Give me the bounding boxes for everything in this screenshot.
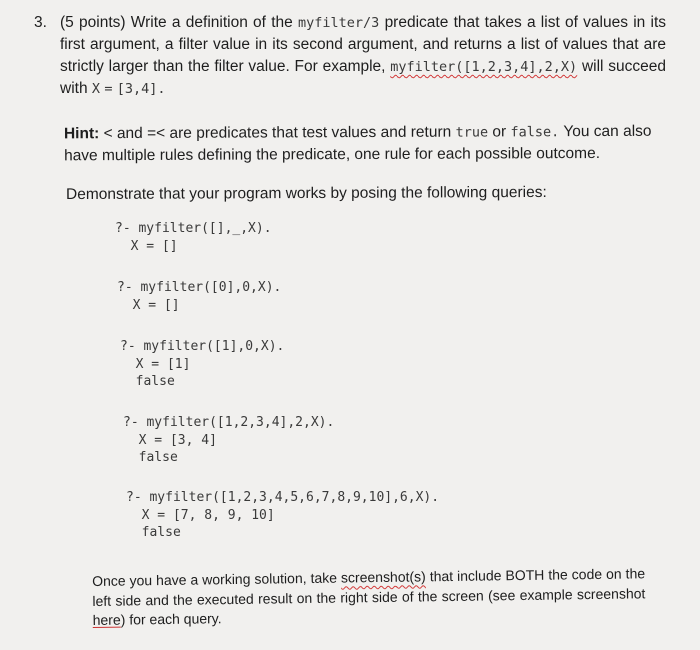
example-screenshot-link[interactable]: here xyxy=(92,611,121,628)
query-block-4 xyxy=(123,414,334,467)
outro-text-b: that include BOTH the code on the left side and the executed result on the right side of the screen (see example screenshot xyxy=(92,565,646,609)
predicate-name: myfilter/3 xyxy=(298,15,380,31)
query-line: ?- myfilter([1,2,3,4],2,X). xyxy=(123,415,335,430)
query-result: X = [1] xyxy=(135,356,191,372)
hint-text-a: < and =< are predicates that test values and return xyxy=(103,123,452,143)
question-text xyxy=(60,12,666,100)
query-line: ?- myfilter([],_,X). xyxy=(115,221,272,236)
query-result: X = [3, 4] xyxy=(138,432,217,448)
query-result: X = [] xyxy=(130,238,178,254)
question-text-a: Write a definition of the xyxy=(130,14,293,31)
question-text-c: will succeed with xyxy=(60,58,666,97)
hint-paragraph xyxy=(64,121,670,168)
demo-instruction: Demonstrate that your program works by posing the following queries: xyxy=(65,183,547,204)
query-extra: false xyxy=(138,450,178,465)
false-keyword: false. xyxy=(510,124,560,141)
query-block-2 xyxy=(117,279,281,314)
query-result: X = [] xyxy=(132,297,180,313)
query-line: ?- myfilter([0],0,X). xyxy=(117,280,282,295)
query-extra: false xyxy=(135,374,175,389)
hint-or: or xyxy=(492,123,507,141)
screenshot-word: screenshot(s) xyxy=(340,568,426,586)
hint-label: Hint: xyxy=(63,125,100,143)
submission-instructions xyxy=(92,564,646,630)
hint-text-b: You can also have multiple rules defining the predicate, one rule for each possible outcome. xyxy=(64,122,652,165)
query-line: ?- myfilter([1,2,3,4,5,6,7,8,9,10],6,X). xyxy=(126,490,440,505)
example-var: X xyxy=(91,81,101,97)
outro-text-c: ) for each query. xyxy=(120,610,222,628)
question-points: (5 points) xyxy=(60,14,126,31)
query-line: ?- myfilter([1],0,X). xyxy=(120,339,285,354)
outro-text-a: Once you have a working solution, take xyxy=(92,569,338,589)
example-result: [3,4]. xyxy=(116,81,166,97)
query-result: X = [7, 8, 9, 10] xyxy=(141,507,275,523)
query-block-5 xyxy=(126,489,439,542)
query-block-1 xyxy=(115,220,272,255)
example-call: myfilter([1,2,3,4],2,X) xyxy=(390,59,578,75)
query-extra: false xyxy=(141,525,181,540)
query-block-3 xyxy=(120,338,284,391)
example-eq: = xyxy=(104,81,113,97)
question-number: 3. xyxy=(34,14,47,31)
question-text-b: predicate that takes a list of values in its first argument, a filter value in its second argument, and returns a list of values that are strictly larger than the filter value. For example, xyxy=(60,14,666,75)
true-keyword: true xyxy=(455,124,489,141)
